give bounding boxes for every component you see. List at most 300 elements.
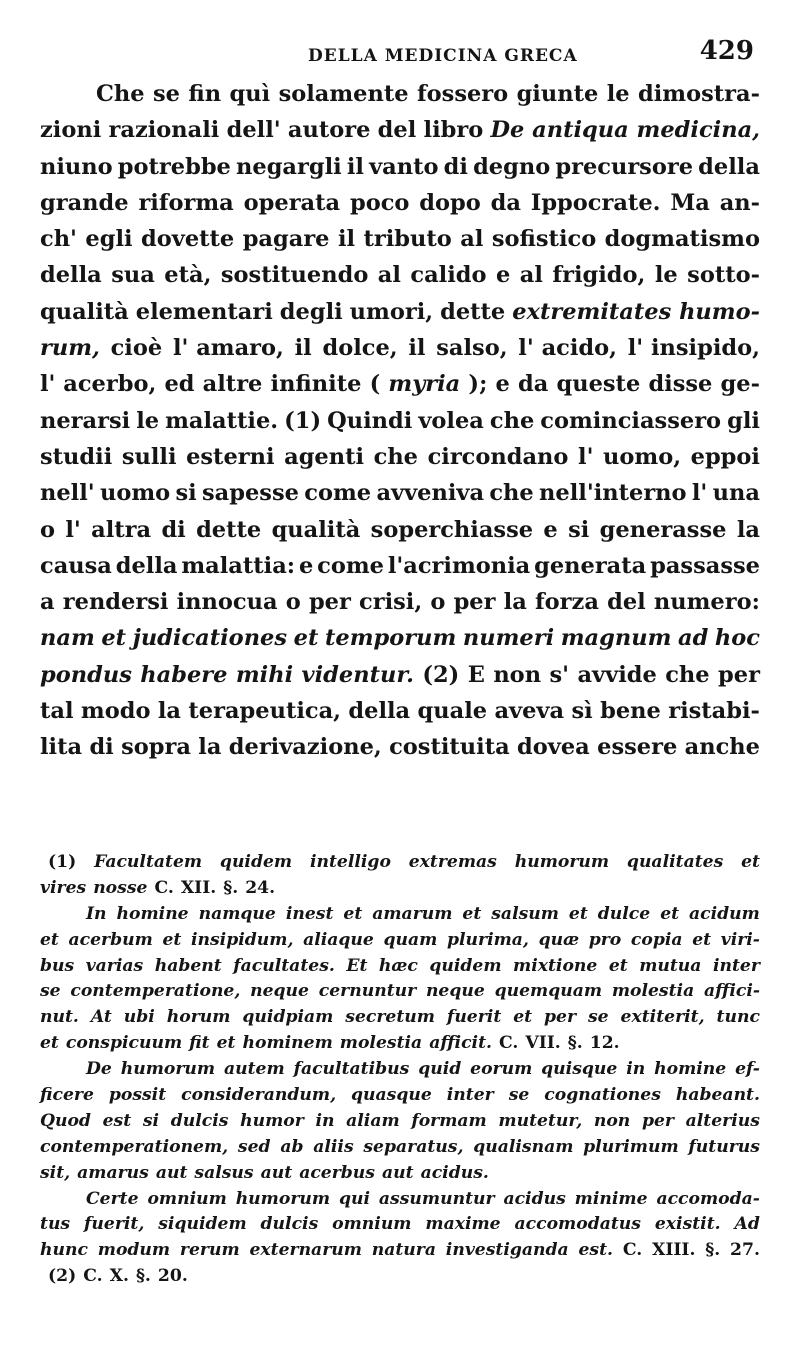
word: se: [508, 1085, 530, 1106]
word: l' acido,: [518, 335, 617, 362]
word: inter: [712, 955, 760, 976]
word: §.: [705, 1240, 721, 1261]
word: dette: [196, 516, 262, 543]
word: dulcis: [170, 1110, 229, 1131]
word: s': [549, 661, 570, 688]
word: hunc: [40, 1240, 88, 1261]
word: quidem: [219, 852, 293, 872]
word: il: [294, 335, 312, 362]
word: Quindi: [327, 407, 413, 434]
word: habent: [154, 955, 222, 976]
word: fin: [188, 81, 222, 107]
text-line: [40, 185, 760, 221]
word: De antiqua medicina,: [490, 117, 760, 144]
word: hæc: [378, 955, 418, 976]
word: malattie.: [165, 407, 279, 434]
word: molestia: [611, 981, 695, 1002]
word: la: [503, 589, 527, 616]
word: formam: [411, 1110, 487, 1131]
word: quid: [418, 1059, 462, 1080]
word: aliam: [346, 1110, 400, 1131]
word: hoc: [714, 625, 760, 652]
text-line: [40, 439, 760, 475]
word: intelligo: [309, 852, 391, 872]
word: terapeutica,: [188, 698, 342, 725]
text-line: [40, 729, 760, 765]
word: sed: [237, 1136, 271, 1157]
word: a: [40, 589, 55, 616]
word: cernuntur: [318, 981, 417, 1002]
word: bene: [600, 698, 661, 725]
footnote-line: [40, 979, 760, 1005]
text-line: [40, 221, 760, 257]
word: numeri: [462, 625, 555, 652]
word: se: [587, 1007, 609, 1028]
word: quale: [417, 698, 488, 725]
word: eppoi: [690, 443, 760, 470]
word: neque: [250, 981, 309, 1002]
word: Certe: [86, 1188, 139, 1209]
word: altra: [91, 516, 152, 543]
word: pro: [588, 929, 622, 950]
word: ge-: [720, 371, 760, 398]
word: sua: [111, 262, 155, 289]
word: judicationes: [132, 625, 288, 652]
word: mihi: [235, 661, 294, 688]
word: in: [315, 1110, 335, 1131]
footnote-line: [40, 928, 760, 954]
word: et: [608, 955, 628, 976]
word: quasque: [351, 1085, 432, 1106]
word: la: [198, 734, 222, 761]
word: qualitates: [626, 852, 724, 872]
word: ristabi-: [668, 698, 760, 725]
word: et: [513, 1007, 533, 1028]
word: dopo: [419, 189, 481, 216]
word: acerbum: [68, 929, 153, 950]
word: in: [626, 1059, 646, 1080]
word: hominem: [242, 1033, 333, 1054]
word: pagare: [242, 226, 330, 253]
word: Quod: [40, 1110, 91, 1131]
word: homine: [654, 1059, 727, 1080]
word: una: [712, 480, 760, 507]
footnote-line: [40, 1238, 760, 1264]
word: acidus.: [420, 1162, 489, 1183]
word: fossero: [416, 81, 509, 107]
word: conspicuum: [65, 1033, 183, 1054]
word: esterni: [186, 443, 275, 470]
word: l' insipido,: [627, 335, 760, 362]
word: le: [606, 81, 630, 107]
word: quam: [383, 929, 438, 950]
word: precursore: [555, 153, 694, 180]
word: frigido,: [552, 262, 646, 289]
word: maxime: [425, 1214, 501, 1235]
word: ed: [164, 371, 195, 398]
word: come: [317, 552, 384, 579]
word: potrebbe: [117, 153, 231, 180]
word: ch': [40, 226, 77, 253]
word: che: [665, 661, 710, 688]
word: humorum: [514, 852, 610, 872]
word: zioni: [40, 117, 102, 144]
word: est: [102, 1110, 132, 1131]
word: per: [718, 661, 760, 688]
word: sapesse: [202, 480, 299, 507]
word: quemquam: [494, 981, 603, 1002]
word: non: [593, 1110, 631, 1131]
word: avveniva: [376, 480, 485, 507]
word: siquidem: [158, 1214, 247, 1235]
word: omnium: [332, 1214, 412, 1235]
text-line: [40, 475, 760, 511]
text-line: [40, 257, 760, 293]
footnote-line: [40, 1031, 760, 1057]
word: tus: [40, 1214, 71, 1235]
word: sostituendo: [220, 262, 369, 289]
word: poco: [349, 189, 410, 216]
word: amarum: [372, 903, 453, 924]
word: sulli: [121, 443, 177, 470]
word: l': [65, 516, 81, 543]
word: inter: [446, 1085, 494, 1106]
word: an-: [719, 189, 760, 216]
word: essere: [597, 734, 678, 761]
text-line: [40, 76, 760, 112]
text-line: [40, 149, 760, 185]
word: acidum: [689, 903, 760, 924]
word: qualisnam: [473, 1136, 574, 1157]
word: In: [86, 903, 107, 924]
word: malattia:: [181, 552, 296, 579]
word: et: [162, 929, 182, 950]
word: riforma: [138, 189, 234, 216]
word: dette: [440, 298, 506, 325]
word: autem: [223, 1059, 285, 1080]
word: il: [337, 226, 356, 253]
word: habeant.: [675, 1085, 760, 1106]
word: causa: [40, 552, 112, 579]
word: l': [578, 443, 594, 470]
footnote-line: [40, 954, 760, 980]
word: vires: [40, 877, 87, 898]
word: horum: [166, 1007, 231, 1028]
word: facultatibus: [293, 1059, 410, 1080]
word: contemperationem,: [40, 1136, 229, 1157]
word: (2): [422, 661, 460, 688]
word: (1): [284, 407, 322, 434]
word: temporum: [324, 625, 457, 652]
word: neque: [425, 981, 485, 1002]
word: al: [519, 262, 543, 289]
word: et: [660, 903, 680, 924]
word: si: [142, 1110, 160, 1131]
word: la: [736, 516, 760, 543]
word: l'acrimonia: [387, 552, 531, 579]
word: nam: [40, 625, 95, 652]
word: tributo: [363, 226, 452, 253]
word: o: [430, 589, 446, 616]
word: e: [298, 552, 314, 579]
word: modum: [97, 1240, 171, 1261]
word: o: [285, 589, 301, 616]
word: di: [443, 153, 468, 180]
word: §.: [135, 1266, 151, 1287]
word: amarus: [77, 1162, 149, 1183]
word: separatus,: [363, 1136, 464, 1157]
text-line: [40, 294, 760, 330]
word: §.: [223, 877, 239, 898]
word: C.: [499, 1033, 519, 1054]
word: 24.: [245, 877, 276, 898]
word: elementari: [135, 298, 273, 325]
word: mutua: [639, 955, 702, 976]
text-line: [40, 330, 760, 366]
word: per: [641, 1110, 674, 1131]
word: quì: [229, 81, 271, 107]
word: );: [468, 371, 488, 398]
word: extremas: [408, 852, 497, 872]
word: umori,: [349, 298, 434, 325]
word: De: [86, 1059, 112, 1080]
word: passasse: [650, 552, 760, 579]
word: rendersi: [62, 589, 169, 616]
word: razionali: [108, 117, 220, 144]
word: (1): [48, 852, 77, 872]
page-header: [40, 36, 760, 76]
footnotes: [40, 850, 760, 1290]
word: existit.: [654, 1214, 721, 1235]
word: et: [343, 903, 363, 924]
word: et: [462, 903, 482, 924]
word: varias: [85, 955, 144, 976]
word: numero:: [653, 589, 760, 616]
word: studii: [40, 443, 113, 470]
word: se: [40, 981, 61, 1002]
word: tunc: [716, 1007, 760, 1028]
word: copia: [630, 929, 683, 950]
word: vanto: [369, 153, 439, 180]
footnote-line: [40, 876, 760, 902]
footnote-line: [40, 1005, 760, 1031]
word: externarum: [249, 1240, 362, 1261]
word: volea: [418, 407, 484, 434]
footnote-line: [40, 1187, 760, 1213]
word: di: [89, 734, 114, 761]
footnote-line: [40, 1264, 760, 1290]
word: quidpiam: [242, 1007, 334, 1028]
word: dell': [226, 117, 281, 144]
word: Ippocrate.: [530, 189, 661, 216]
word: dogmatismo: [604, 226, 760, 253]
word: considerandum,: [181, 1085, 337, 1106]
word: humor: [240, 1110, 304, 1131]
word: non: [493, 661, 542, 688]
word: namque: [198, 903, 276, 924]
word: C.: [83, 1266, 103, 1287]
word: inest: [285, 903, 334, 924]
word: facultates.: [233, 955, 335, 976]
word: extiterit,: [620, 1007, 705, 1028]
word: mixtione: [513, 955, 598, 976]
word: ad: [678, 625, 709, 652]
word: salsus: [194, 1162, 254, 1183]
word: et: [40, 929, 59, 950]
word: quidem: [429, 955, 502, 976]
word: contemperatione,: [70, 981, 241, 1002]
word: lita: [40, 734, 83, 761]
word: molestia: [339, 1033, 423, 1054]
word: gli: [727, 407, 760, 434]
word: et: [216, 1033, 236, 1054]
word: che: [489, 407, 535, 434]
word: fuerit,: [84, 1214, 145, 1235]
word: forza: [535, 589, 599, 616]
word: secretum: [345, 1007, 435, 1028]
word: Ma: [670, 189, 710, 216]
word: qui: [338, 1188, 371, 1209]
word: videntur.: [301, 661, 414, 688]
text-line: [40, 112, 760, 148]
word: mutetur,: [498, 1110, 583, 1131]
word: ab: [280, 1136, 304, 1157]
word: niuno: [40, 153, 113, 180]
word: minime: [574, 1188, 648, 1209]
word: homine: [116, 903, 189, 924]
word: l' acerbo,: [40, 371, 157, 398]
word: per: [308, 589, 351, 616]
word: myria: [388, 371, 461, 398]
word: agenti: [284, 443, 365, 470]
word: aveva: [494, 698, 565, 725]
word: rum,: [40, 335, 100, 362]
word: (2): [48, 1266, 77, 1287]
word: 12.: [589, 1033, 620, 1054]
word: 27.: [730, 1240, 760, 1261]
word: altre: [202, 371, 263, 398]
word: aut: [381, 1162, 414, 1183]
main-text: [40, 76, 760, 766]
word: uomo,: [603, 443, 682, 470]
word: fit: [189, 1033, 210, 1054]
word: crisi,: [359, 589, 423, 616]
text-line: [40, 548, 760, 584]
word: queste: [556, 371, 641, 398]
word: da: [490, 189, 521, 216]
word: VII.: [525, 1033, 561, 1054]
word: nut.: [40, 1007, 79, 1028]
word: afficit.: [429, 1033, 492, 1054]
word: autore: [287, 117, 371, 144]
word: Facultatem: [94, 852, 203, 872]
word: pondus: [40, 661, 132, 688]
word: operata: [243, 189, 341, 216]
word: sì: [571, 698, 593, 725]
word: sit,: [40, 1162, 71, 1183]
word: fuerit: [446, 1007, 502, 1028]
word: e: [543, 516, 558, 543]
word: aut: [260, 1162, 293, 1183]
word: XII.: [180, 877, 217, 898]
word: degno: [473, 153, 551, 180]
footnote-line: [40, 1109, 760, 1135]
word: la: [157, 698, 182, 725]
footnote-line: [40, 850, 760, 876]
word: bus: [40, 955, 75, 976]
word: 20.: [157, 1266, 188, 1287]
word: infinite: [270, 371, 362, 398]
word: egli: [85, 226, 133, 253]
word: e: [496, 262, 511, 289]
word: affici-: [703, 981, 760, 1002]
footnote-line: [40, 902, 760, 928]
word: degli: [279, 298, 343, 325]
word: sofistico: [491, 226, 597, 253]
word: ficere: [40, 1085, 94, 1106]
word: avvide: [577, 661, 657, 688]
word: acerbus: [299, 1162, 375, 1183]
word: che: [373, 443, 418, 470]
word: circondano: [427, 443, 569, 470]
text-line: [40, 693, 760, 729]
word: soperchiasse: [370, 516, 534, 543]
word: salsum: [491, 903, 559, 924]
word: dovette: [141, 226, 235, 253]
word: E: [467, 661, 485, 688]
word: modo: [80, 698, 151, 725]
word: et: [741, 852, 760, 872]
text-line: [40, 584, 760, 620]
word: dovea: [517, 734, 590, 761]
word: At: [90, 1007, 112, 1028]
word: alterius: [685, 1110, 760, 1131]
word: dulce: [597, 903, 651, 924]
word: l': [691, 480, 708, 507]
word: per: [544, 1007, 577, 1028]
word: anche: [684, 734, 760, 761]
word: giunte: [516, 81, 599, 107]
word: uomo: [99, 480, 171, 507]
word: al: [377, 262, 401, 289]
word: nell': [40, 480, 95, 507]
word: et: [568, 903, 588, 924]
word: rerum: [179, 1240, 240, 1261]
word: per: [453, 589, 496, 616]
word: e: [495, 371, 510, 398]
word: omnium: [147, 1188, 227, 1209]
word: cognationes: [544, 1085, 661, 1106]
word: sotto-: [687, 262, 760, 289]
word: al: [460, 226, 484, 253]
word: generata: [534, 552, 647, 579]
word: cioè: [110, 335, 163, 362]
word: nell'interno: [539, 480, 687, 507]
word: derivazione,: [228, 734, 382, 761]
word: magnum: [560, 625, 672, 652]
word: calido: [410, 262, 487, 289]
text-line: [40, 366, 760, 402]
word: se: [153, 81, 180, 107]
word: insipidum,: [190, 929, 294, 950]
word: est.: [578, 1240, 614, 1261]
word: aliis: [313, 1136, 354, 1157]
word: della: [698, 153, 760, 180]
word: humorum: [120, 1059, 216, 1080]
word: Ad: [734, 1214, 760, 1235]
footnote-line: [40, 1161, 760, 1187]
word: di: [161, 516, 186, 543]
